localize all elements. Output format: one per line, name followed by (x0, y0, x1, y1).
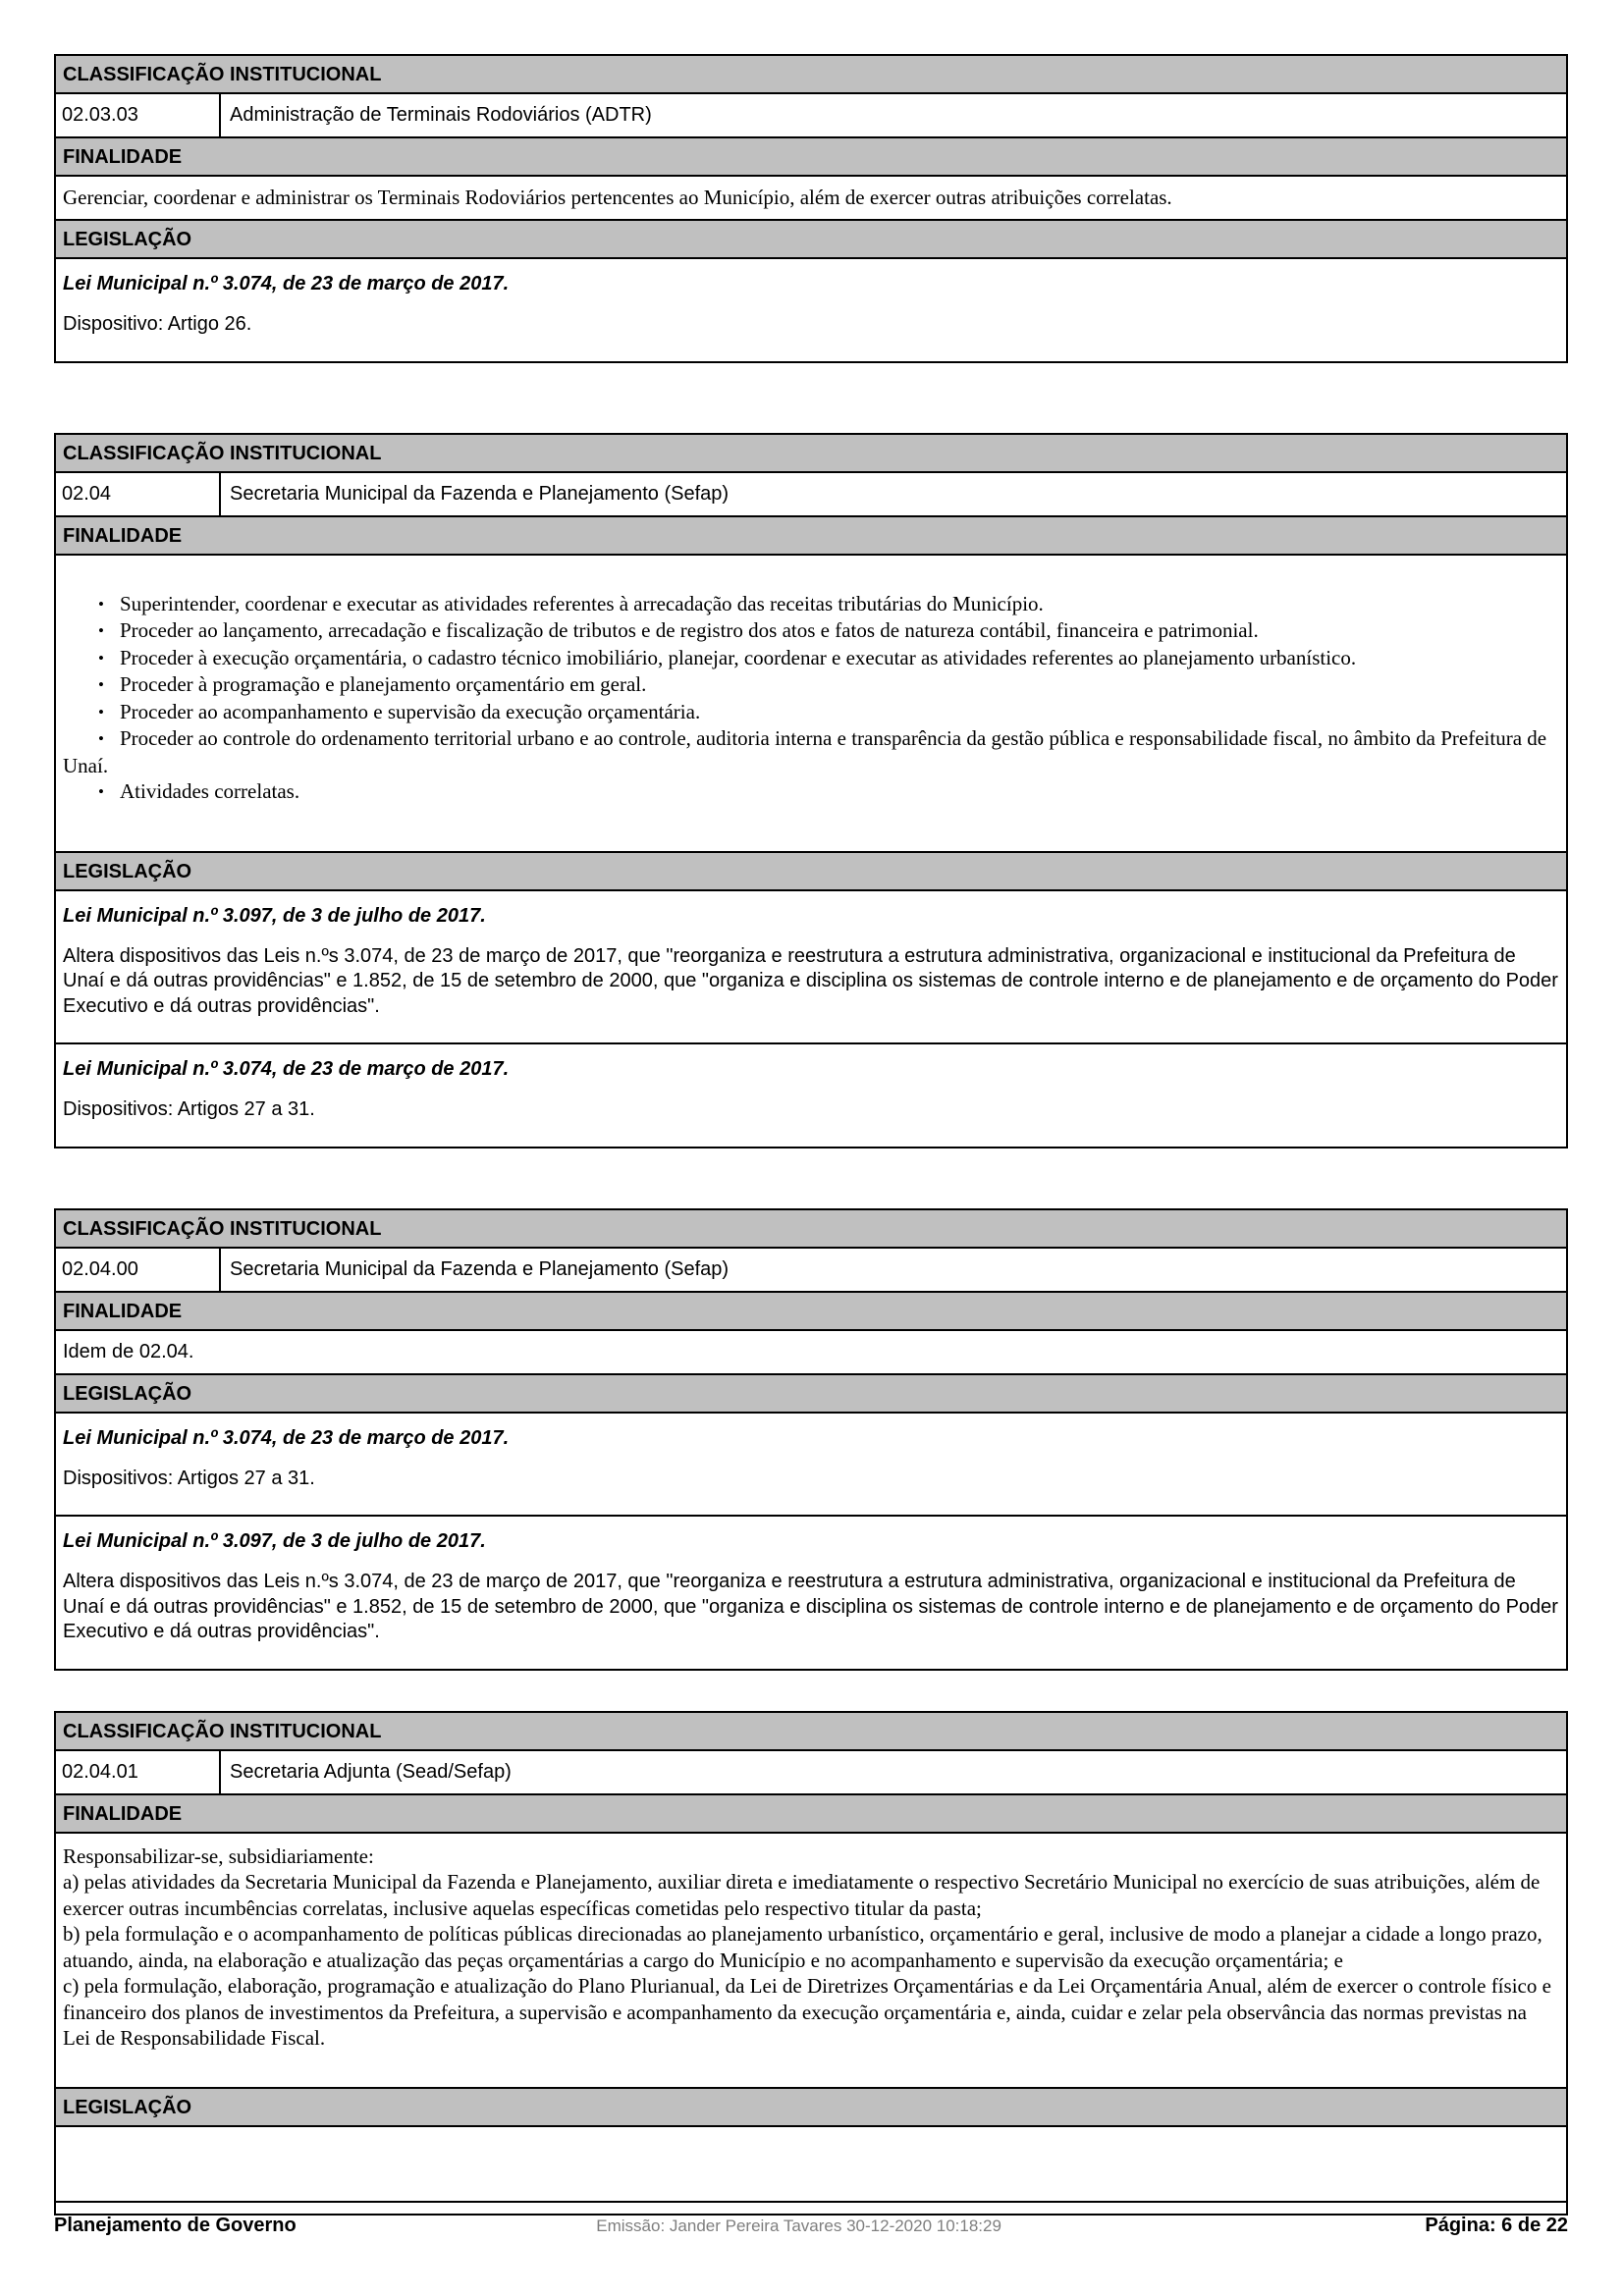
legislacao-entry (56, 1042, 1566, 1147)
legislacao-entry (56, 889, 1566, 1043)
page-footer (54, 2215, 1568, 2244)
finalidade-bullet (63, 778, 1559, 806)
legislacao-entry (56, 1515, 1566, 1669)
legislacao-law-title: Lei Municipal n.º 3.074, de 23 de março de 2017. (63, 273, 510, 294)
classification-row (56, 1247, 1566, 1291)
legislacao-law-text: Dispositivos: Artigos 27 a 31. (63, 1467, 315, 1489)
classificacao-header: CLASSIFICAÇÃO INSTITUCIONAL (56, 1210, 1566, 1247)
legislacao-entry (56, 1412, 1566, 1516)
legislacao-law-title: Lei Municipal n.º 3.074, de 23 de março de 2017. (63, 1058, 510, 1080)
classification-block (54, 1711, 1568, 2216)
finalidade-line: a) pelas atividades da Secretaria Municipal da Fazenda e Planejamento, auxiliar direta e imediatamente o respectivo Secretário Municipal no exercício de suas atribuições, além de exercer outras incumbências correlatas, inclusive aquelas específicas cometidas pelo respectivo titular da pasta; (63, 1870, 1541, 1920)
bullet-icon: • (98, 729, 104, 748)
classificacao-header: CLASSIFICAÇÃO INSTITUCIONAL (56, 56, 1566, 92)
finalidade-bullet-text: Proceder ao controle do ordenamento territorial urbano e ao controle, auditoria interna e transparência da gestão pública e responsabilidade fiscal, no âmbito da Prefeitura de Unaí. (63, 726, 1547, 777)
footer-report-title: Planejamento de Governo (54, 2215, 297, 2236)
classificacao-header: CLASSIFICAÇÃO INSTITUCIONAL (56, 435, 1566, 471)
legislacao-law-title: Lei Municipal n.º 3.097, de 3 de julho de 2017. (63, 1530, 486, 1552)
bullet-icon: • (98, 675, 104, 694)
bullet-icon: • (98, 702, 104, 721)
classification-row (56, 471, 1566, 515)
legislacao-law-text: Altera dispositivos das Leis n.ºs 3.074, de 23 de março de 2017, que "reorganiza e reestrutura a estrutura administrativa, organizacional e institucional da Prefeitura de Unaí e dá outras providências" e 1.852, de 15 de setembro de 2000, que "organiza e disciplina os sistemas de controle interno e de planejamento e de orçamento do Poder Executivo e dá outras providências". (63, 944, 1558, 1017)
classification-name: Secretaria Municipal da Fazenda e Planejamento (Sefap) (230, 1257, 730, 1280)
classification-row (56, 92, 1566, 136)
finalidade-bullet-text: Proceder à programação e planejamento orçamentário em geral. (120, 672, 647, 696)
classification-row (56, 1749, 1566, 1793)
classification-block (54, 1208, 1568, 1671)
finalidade-header: FINALIDADE (56, 515, 1566, 554)
finalidade-bullet-text: Proceder à execução orçamentária, o cadastro técnico imobiliário, planejar, coordenar e executar as atividades referentes ao planejamento urbanístico. (120, 645, 1357, 669)
bullet-icon: • (98, 648, 104, 667)
finalidade-header: FINALIDADE (56, 1793, 1566, 1832)
document-content (54, 54, 1568, 2216)
finalidade-bullet (63, 671, 1559, 699)
finalidade-bullet (63, 645, 1559, 672)
classificacao-header: CLASSIFICAÇÃO INSTITUCIONAL (56, 1713, 1566, 1749)
finalidade-bullet-text: Atividades correlatas. (120, 779, 300, 803)
legislacao-law-text: Dispositivo: Artigo 26. (63, 313, 252, 335)
footer-divider (54, 2201, 1568, 2203)
finalidade-bullet (63, 591, 1559, 618)
legislacao-law-title: Lei Municipal n.º 3.074, de 23 de março de 2017. (63, 1426, 510, 1449)
finalidade-line: Responsabilizar-se, subsidiariamente: (63, 1843, 374, 1868)
finalidade-line: b) pela formulação e o acompanhamento de políticas públicas direcionadas ao planejamento urbanístico, orçamentário e geral, inclusive de modo a planejar a cidade a longo prazo, atuando, ainda, na elaboração e atualização das peças orçamentárias a cargo do Município e no acompanhamento e supervisão da execução orçamentária; e (63, 1922, 1542, 1972)
legislacao-header: LEGISLAÇÃO (56, 219, 1566, 257)
legislacao-header: LEGISLAÇÃO (56, 851, 1566, 889)
footer-emission-info: Emissão: Jander Pereira Tavares 30-12-2020 10:18:29 (596, 2216, 1001, 2235)
legislacao-header: LEGISLAÇÃO (56, 1373, 1566, 1412)
legislacao-law-text: Altera dispositivos das Leis n.ºs 3.074, de 23 de março de 2017, que "reorganiza e reestrutura a estrutura administrativa, organizacional e institucional da Prefeitura de Unaí e dá outras providências" e 1.852, de 15 de setembro de 2000, que "organiza e disciplina os sistemas de controle interno e de planejamento e de orçamento do Poder Executivo e dá outras providências". (63, 1571, 1558, 1642)
finalidade-cell (56, 554, 1566, 851)
finalidade-line: c) pela formulação, elaboração, programação e atualização do Plano Plurianual, da Lei de Diretrizes Orçamentárias e da Lei Orçamentária Anual, além de exercer o controle físico e financeiro dos planos de investimentos da Prefeitura, a supervisão e acompanhamento da execução orçamentária e, ainda, cuidar e zelar pela observância das normas previstas na Lei de Responsabilidade Fiscal. (63, 1974, 1551, 2050)
finalidade-bullet (63, 699, 1559, 726)
classification-block (54, 54, 1568, 363)
classification-code: 02.04.00 (56, 1249, 221, 1291)
finalidade-cell: Idem de 02.04. (56, 1329, 1566, 1373)
finalidade-bullet (63, 617, 1559, 645)
legislacao-empty-cell (56, 2125, 1566, 2214)
classification-code: 02.04.01 (56, 1751, 221, 1793)
legislacao-law-text: Dispositivos: Artigos 27 a 31. (63, 1098, 315, 1120)
legislacao-law-title: Lei Municipal n.º 3.097, de 3 de julho de 2017. (63, 904, 486, 927)
finalidade-bullet (63, 725, 1559, 778)
classification-name: Administração de Terminais Rodoviários (ADTR) (230, 104, 652, 126)
classification-name: Secretaria Municipal da Fazenda e Planejamento (Sefap) (230, 482, 730, 505)
classification-block (54, 433, 1568, 1148)
finalidade-bullet-text: Proceder ao lançamento, arrecadação e fiscalização de tributos e de registro dos atos e fatos de natureza contábil, financeira e patrimonial. (120, 618, 1259, 642)
finalidade-header: FINALIDADE (56, 136, 1566, 175)
footer-page-number: Página: 6 de 22 (1425, 2215, 1568, 2236)
legislacao-header: LEGISLAÇÃO (56, 2087, 1566, 2125)
finalidade-cell (56, 1832, 1566, 2087)
finalidade-header: FINALIDADE (56, 1291, 1566, 1329)
finalidade-cell: Gerenciar, coordenar e administrar os Terminais Rodoviários pertencentes ao Município, além de exercer outras atribuições correlatas. (56, 175, 1566, 219)
bullet-icon: • (98, 594, 104, 614)
finalidade-bullet-text: Superintender, coordenar e executar as atividades referentes à arrecadação das receitas tributárias do Município. (120, 591, 1044, 615)
bullet-icon: • (98, 782, 104, 801)
classification-code: 02.04 (56, 473, 221, 515)
bullet-icon: • (98, 621, 104, 640)
legislacao-entry (56, 257, 1566, 361)
classification-code: 02.03.03 (56, 94, 221, 136)
finalidade-bullet-text: Proceder ao acompanhamento e supervisão da execução orçamentária. (120, 699, 701, 723)
classification-name: Secretaria Adjunta (Sead/Sefap) (230, 1760, 512, 1783)
